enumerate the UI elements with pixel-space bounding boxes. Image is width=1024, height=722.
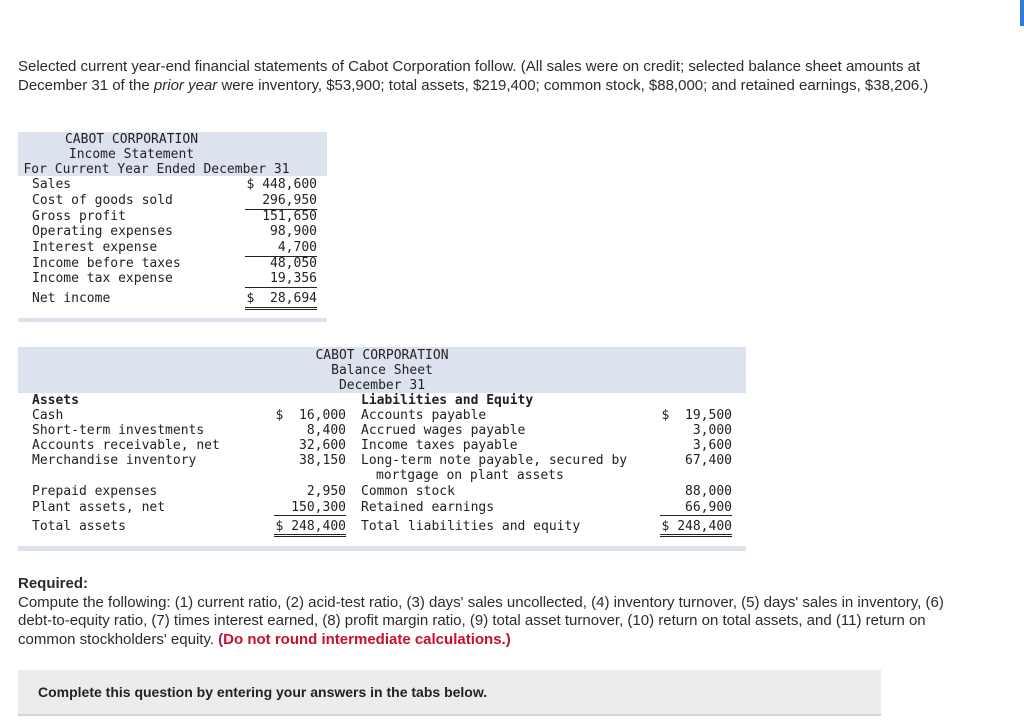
tabs-prompt-box — [18, 670, 881, 716]
is-company: CABOT CORPORATION — [64, 132, 199, 147]
tabs-prompt-text: Complete this question by entering your answers in the tabs below. — [38, 684, 488, 700]
assets-header: Assets — [32, 393, 79, 408]
is-bottom-bar — [18, 318, 327, 322]
is-row-label: Cost of goods sold — [32, 193, 173, 208]
balance-sheet-header — [18, 347, 746, 393]
asset-value: 150,300 — [274, 500, 346, 516]
liability-label: Income taxes payable — [361, 438, 518, 453]
liability-label: Total liabilities and equity — [361, 519, 581, 534]
balance-sheet-table — [18, 347, 746, 552]
asset-value: 38,150 — [299, 453, 346, 468]
liability-value: $ 248,400 — [660, 519, 732, 537]
bs-date: December 31 — [338, 378, 426, 393]
required-title: Required: — [18, 575, 89, 592]
required-text: Compute the following: (1) current ratio, (2) acid-test ratio, (3) days' sales uncollected, (4) inventory turnover, (5) days' sales in inventory, (6) debt-to-equity ratio, (7) times interest earned, (8) profit margin ratio, (9) total asset turnover, (10) return on total assets, and (11) return on common stockholders' equity. — [18, 593, 944, 648]
liabilities-header: Liabilities and Equity — [361, 393, 534, 408]
liability-value: 3,000 — [692, 423, 732, 438]
asset-value: 2,950 — [306, 484, 346, 499]
liability-value: 88,000 — [685, 484, 732, 499]
is-row-label: Income before taxes — [32, 256, 181, 271]
intro-text-2: were inventory, $53,900; total assets, $219,400; common stock, $88,000; and retained earnings, $38,206.) — [217, 76, 929, 94]
intro-text: Selected current year-end financial statements of Cabot Corporation follow. (All sales were on credit; selected balance sheet amounts at December 31 of the — [18, 58, 921, 94]
required-note: (Do not round intermediate calculations.) — [218, 630, 511, 648]
bs-bottom-bar — [18, 546, 746, 551]
liability-value: $ 19,500 — [661, 408, 732, 423]
is-row-value: 151,650 — [262, 209, 317, 224]
liability-label: Long-term note payable, secured by — [361, 453, 628, 468]
is-period: For Current Year Ended December 31 — [23, 162, 290, 177]
is-row-label: Operating expenses — [32, 224, 173, 239]
liability-label: Retained earnings — [361, 500, 495, 515]
asset-value: $ 16,000 — [275, 408, 346, 423]
is-row-label: Interest expense — [32, 240, 158, 255]
problem-intro — [18, 58, 978, 95]
asset-label: Merchandise inventory — [32, 453, 197, 468]
asset-value: 8,400 — [306, 423, 346, 438]
is-row-value: 296,950 — [245, 193, 317, 210]
is-row-label: Net income — [32, 291, 111, 306]
is-row-value: $ 28,694 — [245, 291, 317, 310]
is-title: Income Statement — [68, 147, 195, 162]
asset-label: Accounts receivable, net — [32, 438, 220, 453]
liability-label: Accounts payable — [361, 408, 487, 423]
bs-company: CABOT CORPORATION — [315, 348, 449, 363]
liability-label: Accrued wages payable — [361, 423, 526, 438]
asset-label: Plant assets, net — [32, 500, 166, 515]
asset-value: 32,600 — [299, 438, 346, 453]
income-statement-table — [18, 132, 327, 322]
liability-label-continued: mortgage on plant assets — [376, 468, 564, 483]
intro-italic: prior year — [153, 76, 218, 94]
asset-label: Cash — [32, 408, 64, 423]
is-row-label: Gross profit — [32, 209, 126, 224]
accent-bar — [1020, 0, 1024, 26]
asset-value: $ 248,400 — [274, 519, 346, 537]
is-row-value: $ 448,600 — [246, 177, 317, 192]
liability-value: 3,600 — [692, 438, 732, 453]
bs-title: Balance Sheet — [331, 363, 433, 378]
required-text-block — [18, 594, 978, 650]
income-statement-header — [18, 132, 327, 176]
asset-label: Prepaid expenses — [32, 484, 158, 499]
is-row-value: 98,900 — [270, 224, 317, 239]
liability-value: 66,900 — [660, 500, 732, 516]
is-row-value: 48,050 — [270, 256, 317, 271]
is-row-label: Sales — [32, 177, 72, 192]
is-row-value: 4,700 — [245, 240, 317, 257]
liability-value: 67,400 — [685, 453, 732, 468]
is-row-label: Income tax expense — [32, 271, 173, 286]
is-row-value: 19,356 — [245, 271, 317, 288]
asset-label: Short-term investments — [32, 423, 205, 438]
asset-label: Total assets — [32, 519, 126, 534]
liability-label: Common stock — [361, 484, 455, 499]
required-section — [18, 575, 978, 649]
